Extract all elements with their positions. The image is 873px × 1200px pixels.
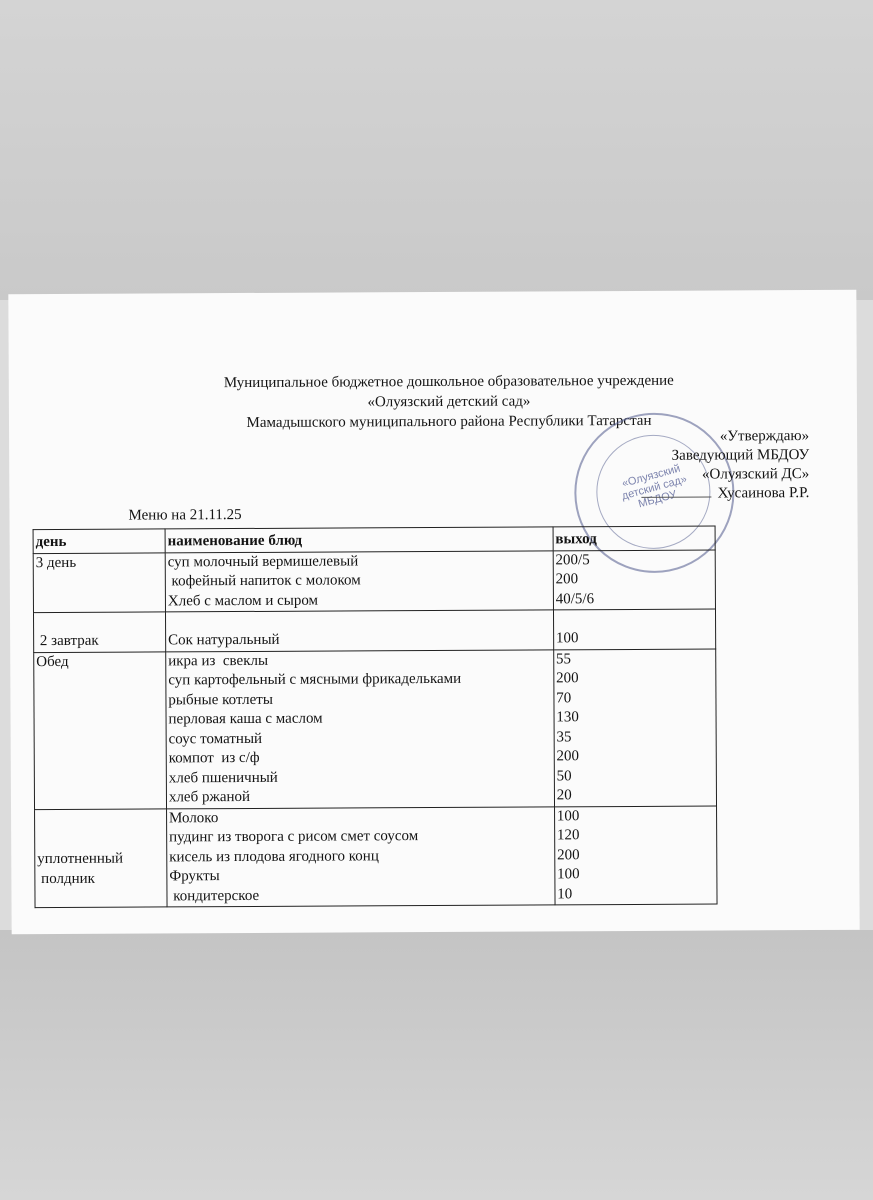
output-value: 55 [555,650,572,667]
table-row-lunch [34,649,717,810]
output-cell [553,550,716,610]
header-line-3: Мамадышского муниципального района Республики Татарстан [246,412,652,431]
output-value: 200/5 [555,551,590,568]
dish-item: перловая каша с маслом [168,710,323,728]
output-cell [554,806,717,905]
dish-cell [165,610,553,652]
row-label-text: 3 день [35,554,77,571]
approval-line-2: Заведующий МБДОУ [671,447,810,464]
output-value: 35 [556,728,572,745]
table-row-second-breakfast [33,609,715,652]
dish-item: кисель из плодова ягодного конц [169,847,379,865]
header-output: выход [553,526,715,550]
dish-item: хлеб ржаной [168,788,251,806]
output-value: 200 [557,846,580,863]
approval-block [619,427,809,504]
dish-item: соус томатный [168,730,263,747]
dish-item: кофейный напиток с молоком [167,572,361,590]
dish-item: Сок натуральный [168,631,280,649]
row-label [35,808,167,907]
table-row-breakfast [33,550,715,613]
dish-item: Молоко [168,809,219,826]
dish-item: компот из с/ф [168,749,260,767]
approval-name: Хусаинова Р.Р. [717,485,810,502]
approval-line-3: «Олуязский ДС» [701,466,810,483]
row-label [33,612,165,652]
row-label-text: полдник [37,870,95,887]
header-line-1: Муниципальное бюджетное дошкольное образовательное учреждение [223,372,674,392]
dish-cell [165,550,553,612]
row-label-text: 2 завтрак [36,632,99,650]
output-value: 100 [557,866,580,883]
table-row-snack [35,806,718,908]
row-label [34,651,167,809]
table-header-row [33,526,715,553]
output-value: 200 [555,571,579,588]
dish-item: кондитерское [169,887,260,904]
dish-item: рыбные котлеты [168,691,273,708]
output-value: 130 [556,709,579,726]
dish-item: хлеб пшеничный [168,769,278,786]
scanner-background-top [0,0,873,300]
approval-line-1: «Утверждаю» [719,428,810,445]
output-value: 40/5/6 [555,590,595,607]
output-value: 100 [556,807,580,824]
row-label [33,552,165,612]
stamp-text: «Олуязский детский сад» МБДОУ [620,462,689,511]
approval-signature-line [619,484,809,504]
header-line-2: «Олуязский детский сад» [367,393,531,411]
output-value: 200 [556,748,580,765]
dish-item: Фрукты [169,868,220,885]
output-value: 200 [556,670,579,687]
dish-item: пудинг из творога с рисом смет соусом [169,828,419,846]
output-value: 100 [555,630,579,647]
dish-item: суп картофельный с мясными фрикадельками [168,670,462,689]
menu-table [33,526,718,909]
output-value: 120 [556,827,580,844]
row-label-text: уплотненный [37,850,124,868]
output-value: 50 [556,767,572,784]
output-cell [553,609,715,649]
output-value: 20 [556,787,572,804]
dish-cell [166,806,554,907]
output-value: 10 [557,885,573,902]
dish-item: икра из свеклы [168,652,269,669]
scanner-background-bottom [0,930,873,1200]
header-day: день [33,529,165,553]
output-cell [553,649,716,807]
dish-cell [166,649,555,808]
dish-item: суп молочный вермишелевый [167,552,359,570]
header-dish: наименование блюд [165,527,553,553]
output-value: 70 [556,689,572,706]
dish-item: Хлеб с маслом и сыром [167,592,319,609]
menu-sheet [8,290,859,934]
signature-mark [642,497,712,498]
row-label-text: Обед [36,653,69,670]
menu-title: Меню на 21.11.25 [128,507,242,524]
